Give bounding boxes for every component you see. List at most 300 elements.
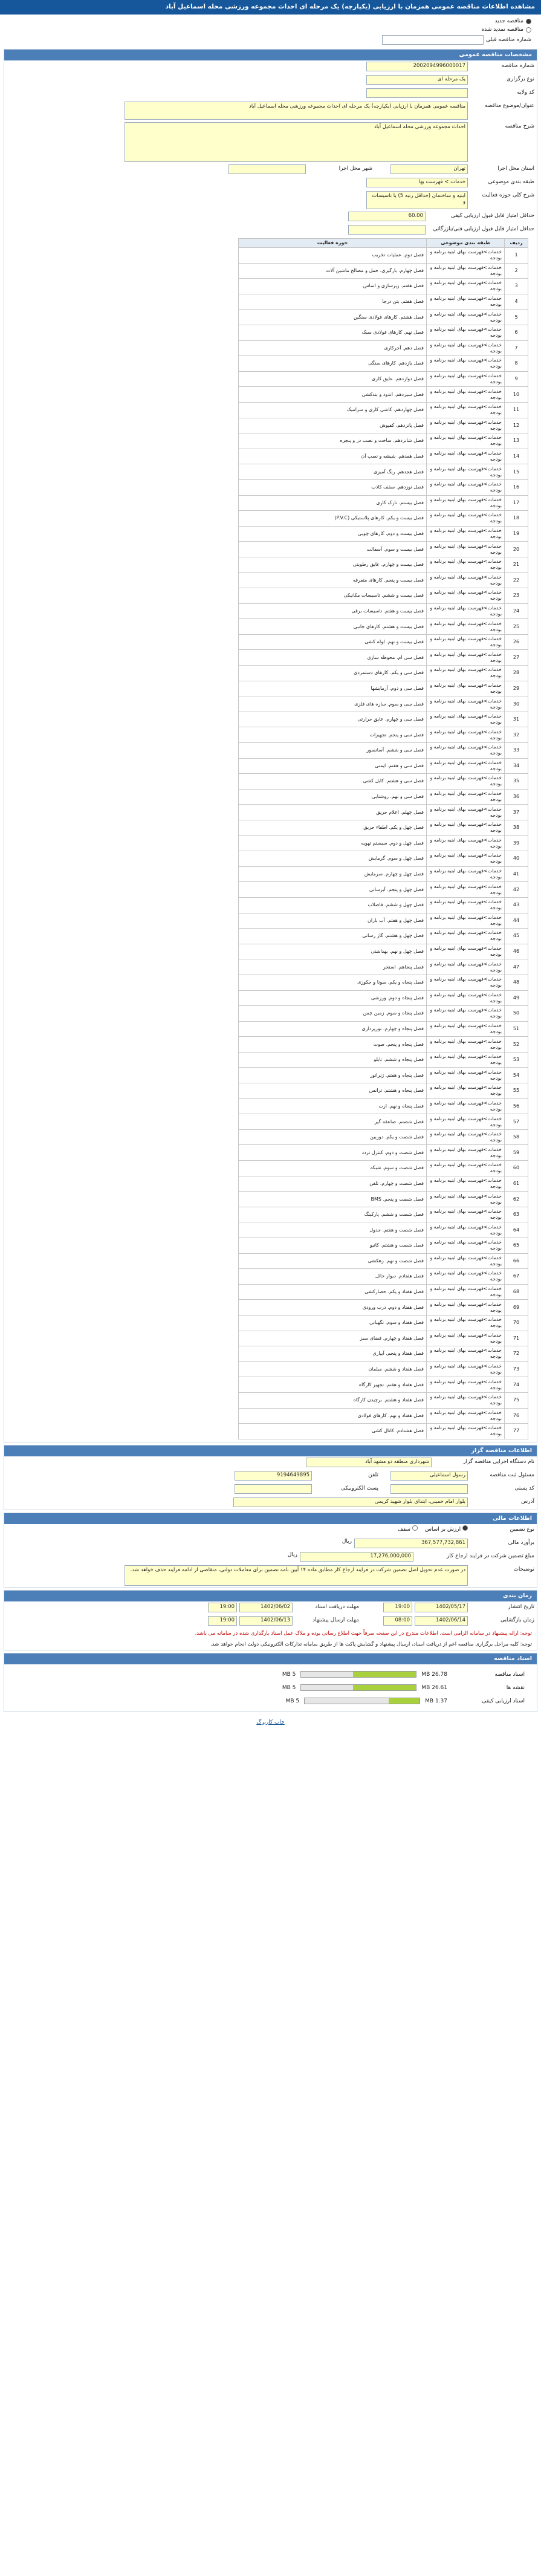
- general-section: [4, 49, 537, 1442]
- category-row: [239, 1392, 528, 1408]
- category-row: [239, 789, 528, 805]
- category-index: 23: [505, 588, 528, 604]
- category-row: [239, 511, 528, 527]
- category-index: 22: [505, 573, 528, 588]
- category-row: [239, 1222, 528, 1238]
- previous-number-field[interactable]: [382, 35, 484, 45]
- page-title: مشاهده اطلاعات مناقصه عمومی همزمان با ارزیابی (یکپارچه) یک مرحله ای احداث مجموعه ورزشی محله اسماعیل آباد: [0, 0, 541, 15]
- category-activity: فصل چهل و ششم. فاضلاب: [239, 897, 427, 913]
- type-field: یک مرحله ای: [366, 75, 468, 85]
- category-index: 75: [505, 1392, 528, 1408]
- category-group: خدمات>فهرست بهای ابنیه برنامه و بودجه: [427, 325, 505, 340]
- category-index: 66: [505, 1253, 528, 1269]
- file-row[interactable]: [16, 1695, 525, 1708]
- category-group: خدمات>فهرست بهای ابنیه برنامه و بودجه: [427, 634, 505, 650]
- radio-renewed[interactable]: مناقصه تمدید شده: [10, 25, 531, 34]
- col-category: طبقه بندی موضوعی: [427, 239, 505, 248]
- category-group: خدمات>فهرست بهای ابنیه برنامه و بودجه: [427, 1052, 505, 1068]
- category-row: [239, 959, 528, 975]
- org-name-field: شهرداری منطقه دو مشهد آباد: [306, 1458, 432, 1467]
- category-group: خدمات>فهرست بهای ابنیه برنامه و بودجه: [427, 975, 505, 990]
- category-index: 6: [505, 325, 528, 340]
- category-activity: فصل سی و سوم. سازه های فلزی: [239, 696, 427, 712]
- category-group: خدمات>فهرست بهای ابنیه برنامه و بودجه: [427, 1006, 505, 1022]
- category-index: 56: [505, 1098, 528, 1114]
- tender-number-label: شماره مناقصه: [501, 63, 534, 69]
- category-activity: فصل نوزدهم. سقف کاذب: [239, 479, 427, 495]
- category-row: [239, 1083, 528, 1099]
- min-tech-field: [348, 225, 426, 235]
- category-group: خدمات>فهرست بهای ابنیه برنامه و بودجه: [427, 805, 505, 820]
- category-activity: فصل بیست و دوم. کارهای چوبی: [239, 526, 427, 542]
- category-group: خدمات>فهرست بهای ابنیه برنامه و بودجه: [427, 1238, 505, 1254]
- category-index: 15: [505, 464, 528, 480]
- category-row: [239, 356, 528, 372]
- category-activity: فصل سیزدهم. اندود و بندکشی: [239, 387, 427, 403]
- category-row: [239, 820, 528, 835]
- notice-2: توجه: کلیه مراحل برگزاری مناقصه اعم از دریافت اسناد، ارسال پیشنهاد و گشایش پاکت ها از طریق سامانه تدارکات الکترونیکی دولت انجام خواهد شد.: [210, 1641, 532, 1647]
- notice-1: توجه: ارائه پیشنهاد در سامانه الزامی است. اطلاعات مندرج در این صفحه صرفاً جهت اطلاع رسانی بوده و ملاک عمل اسناد بارگذاری شده در سامانه می باشد.: [195, 1630, 532, 1637]
- category-index: 69: [505, 1300, 528, 1316]
- category-index: 72: [505, 1346, 528, 1362]
- category-activity: فصل دهم. آجرکاری: [239, 340, 427, 356]
- category-group: خدمات>فهرست بهای ابنیه برنامه و بودجه: [427, 464, 505, 480]
- address-field: بلوار امام خمینی، ابتدای بلوار شهید کریمی: [233, 1497, 468, 1507]
- category-activity: فصل دوازدهم. عایق کاری: [239, 371, 427, 387]
- category-group: خدمات>فهرست بهای ابنیه برنامه و بودجه: [427, 727, 505, 743]
- category-activity: فصل بیست و هفتم. تاسیسات برقی: [239, 603, 427, 619]
- files-section-header: اسناد مناقصه: [4, 1653, 537, 1664]
- file-max-size: 5 MB: [282, 1671, 296, 1678]
- category-index: 16: [505, 479, 528, 495]
- category-index: 10: [505, 387, 528, 403]
- category-group: خدمات>فهرست بهای ابنیه برنامه و بودجه: [427, 851, 505, 867]
- postal-code-field: [390, 1484, 468, 1494]
- category-group: خدمات>فهرست بهای ابنیه برنامه و بودجه: [427, 387, 505, 403]
- doc-code-label: کد ولایه: [517, 89, 534, 96]
- city-field: [228, 164, 306, 174]
- category-activity: فصل چهلم. اعلام حریق: [239, 805, 427, 820]
- category-group: خدمات>فهرست بهای ابنیه برنامه و بودجه: [427, 1114, 505, 1130]
- category-activity: فصل بیست و پنجم. کارهای متفرقه: [239, 573, 427, 588]
- category-group: خدمات>فهرست بهای ابنیه برنامه و بودجه: [427, 1192, 505, 1207]
- category-row: [239, 418, 528, 433]
- category-index: 60: [505, 1161, 528, 1176]
- radio-new[interactable]: مناقصه جدید: [10, 17, 531, 25]
- category-group: خدمات>فهرست بهای ابنیه برنامه و بودجه: [427, 897, 505, 913]
- category-group: خدمات>فهرست بهای ابنیه برنامه و بودجه: [427, 1098, 505, 1114]
- category-activity: فصل هفتم. زیرسازی و اساس: [239, 279, 427, 294]
- category-row: [239, 1408, 528, 1424]
- category-row: [239, 588, 528, 604]
- radio-dot-icon: [526, 27, 531, 33]
- category-row: [239, 479, 528, 495]
- category-row: [239, 449, 528, 464]
- category-index: 33: [505, 743, 528, 759]
- min-tech-label: حداقل امتیاز قابل قبول ارزیابی فنی/بازرگانی: [433, 226, 534, 232]
- open-label: زمان بازگشایی: [500, 1617, 534, 1623]
- category-group: خدمات>فهرست بهای ابنیه برنامه و بودجه: [427, 495, 505, 511]
- category-row: [239, 990, 528, 1006]
- category-group: خدمات>فهرست بهای ابنیه برنامه و بودجه: [427, 990, 505, 1006]
- category-group: خدمات>فهرست بهای ابنیه برنامه و بودجه: [427, 1037, 505, 1053]
- category-activity: فصل چهاردهم. کاشی کاری و سرامیک: [239, 402, 427, 418]
- category-index: 21: [505, 557, 528, 573]
- category-group: خدمات>فهرست بهای ابنیه برنامه و بودجه: [427, 944, 505, 959]
- category-activity: فصل هجدهم. رنگ آمیزی: [239, 464, 427, 480]
- file-size-fill: [389, 1698, 420, 1704]
- category-row: [239, 1207, 528, 1222]
- category-index: 28: [505, 666, 528, 681]
- category-row: [239, 1346, 528, 1362]
- category-group: خدمات>فهرست بهای ابنیه برنامه و بودجه: [427, 1176, 505, 1192]
- category-index: 12: [505, 418, 528, 433]
- category-index: 1: [505, 248, 528, 264]
- category-row: [239, 835, 528, 851]
- category-row: [239, 340, 528, 356]
- category-index: 35: [505, 774, 528, 790]
- category-activity: فصل دوم. عملیات تخریب: [239, 248, 427, 264]
- file-max-size: 5 MB: [282, 1684, 296, 1691]
- category-group: خدمات>فهرست بهای ابنیه برنامه و بودجه: [427, 573, 505, 588]
- file-row[interactable]: [16, 1668, 525, 1681]
- category-index: 18: [505, 511, 528, 527]
- category-activity: فصل بیست و هشتم. کارهای جانبی: [239, 619, 427, 635]
- category-group: خدمات>فهرست بهای ابنیه برنامه و بودجه: [427, 356, 505, 372]
- category-row: [239, 325, 528, 340]
- category-activity: فصل شانزدهم. ساخت و نصب در و پنجره: [239, 433, 427, 449]
- category-index: 8: [505, 356, 528, 372]
- category-group: خدمات>فهرست بهای ابنیه برنامه و بودجه: [427, 279, 505, 294]
- category-row: [239, 1145, 528, 1161]
- category-group: خدمات>فهرست بهای ابنیه برنامه و بودجه: [427, 588, 505, 604]
- category-index: 5: [505, 310, 528, 325]
- category-activity: فصل یازدهم. کارهای سنگی: [239, 356, 427, 372]
- tender-number-field: 2002094996000017: [366, 62, 468, 71]
- category-activity: فصل بیست و سوم. آسفالت: [239, 542, 427, 557]
- category-activity: فصل هفتاد و هفتم. تجهیز کارگاه: [239, 1377, 427, 1393]
- file-size-bar: [300, 1684, 416, 1691]
- category-row: [239, 248, 528, 264]
- estimate-label: برآورد مالی: [508, 1539, 534, 1546]
- category-table: [238, 238, 528, 1439]
- category-index: 30: [505, 696, 528, 712]
- category-group: خدمات>فهرست بهای ابنیه برنامه و بودجه: [427, 650, 505, 666]
- category-row: [239, 929, 528, 944]
- category-activity: فصل چهل و هفتم. آب باران: [239, 913, 427, 929]
- category-group: خدمات>فهرست بهای ابنیه برنامه و بودجه: [427, 1207, 505, 1222]
- category-index: 38: [505, 820, 528, 835]
- category-group: خدمات>فهرست بهای ابنیه برنامه و بودجه: [427, 310, 505, 325]
- category-index: 19: [505, 526, 528, 542]
- category-index: 2: [505, 263, 528, 279]
- category-index: 53: [505, 1052, 528, 1068]
- category-activity: فصل پنجاهم. استخر: [239, 959, 427, 975]
- category-index: 77: [505, 1424, 528, 1439]
- category-group: خدمات>فهرست بهای ابنیه برنامه و بودجه: [427, 835, 505, 851]
- category-group: خدمات>فهرست بهای ابنیه برنامه و بودجه: [427, 789, 505, 805]
- file-size-fill: [353, 1685, 416, 1690]
- city-label: شهر محل اجرا: [339, 166, 372, 172]
- category-index: 26: [505, 634, 528, 650]
- category-activity: فصل چهل و سوم. گرمایش: [239, 851, 427, 867]
- category-index: 41: [505, 866, 528, 882]
- category-row: [239, 433, 528, 449]
- category-group: خدمات>فهرست بهای ابنیه برنامه و بودجه: [427, 371, 505, 387]
- category-group: خدمات>فهرست بهای ابنیه برنامه و بودجه: [427, 433, 505, 449]
- type-option-1[interactable]: ارزش بر اساس: [425, 1525, 468, 1533]
- category-row: [239, 1129, 528, 1145]
- guarantee-note: در صورت عدم تحویل اصل تضمین شرکت در فرایند ارجاع کار مطابق ماده ۱۴ آیین نامه تضمین برای معاملات دولتی، متقاضی از ادامه فرایند حذف خواهد شد.: [125, 1565, 468, 1586]
- category-activity: فصل شصت و دوم. کنترل تردد: [239, 1145, 427, 1161]
- category-index: 40: [505, 851, 528, 867]
- email-label: پست الکترونیکی: [340, 1485, 378, 1491]
- category-activity: فصل هفتاد و چهارم. فضای سبز: [239, 1331, 427, 1346]
- category-index: 73: [505, 1361, 528, 1377]
- activity-desc-label: شرح کلی حوزه فعالیت: [482, 192, 534, 198]
- category-row: [239, 387, 528, 403]
- org-name-label: نام دستگاه اجرایی مناقصه گزار: [463, 1458, 534, 1465]
- guarantee-field: 17,276,000,000: [300, 1552, 413, 1562]
- email-field: [235, 1484, 312, 1494]
- category-row: [239, 371, 528, 387]
- category-activity: فصل چهل و پنجم. آبرسانی: [239, 882, 427, 898]
- category-activity: فصل شصت و هشتم. کانیو: [239, 1238, 427, 1254]
- category-activity: فصل پنجاه و ششم. تابلو: [239, 1052, 427, 1068]
- files-section: [4, 1653, 537, 1712]
- category-index: 68: [505, 1284, 528, 1300]
- category-index: 20: [505, 542, 528, 557]
- category-row: [239, 619, 528, 635]
- currency-label: ریال: [342, 1538, 352, 1545]
- category-index: 9: [505, 371, 528, 387]
- category-activity: فصل پنجاه و هفتم. ژنراتور: [239, 1068, 427, 1083]
- category-activity: فصل پنجاه و سوم. زمین چمن: [239, 1006, 427, 1022]
- category-activity: فصل سی ام. محوطه سازی: [239, 650, 427, 666]
- category-row: [239, 1269, 528, 1285]
- offer-deadline-date: 1402/06/13: [239, 1616, 293, 1626]
- category-group: خدمات>فهرست بهای ابنیه برنامه و بودجه: [427, 913, 505, 929]
- min-score-label: حداقل امتیاز قابل قبول ارزیابی کیفی: [450, 213, 534, 219]
- category-row: [239, 882, 528, 898]
- category-index: 4: [505, 294, 528, 310]
- category-activity: فصل سی و چهارم. عایق حرارتی: [239, 712, 427, 727]
- category-index: 51: [505, 1021, 528, 1037]
- category-group: خدمات>فهرست بهای ابنیه برنامه و بودجه: [427, 511, 505, 527]
- category-group: خدمات>فهرست بهای ابنیه برنامه و بودجه: [427, 1346, 505, 1362]
- category-row: [239, 1021, 528, 1037]
- category-row: [239, 851, 528, 867]
- category-activity: فصل شصتم. صاعقه گیر: [239, 1114, 427, 1130]
- category-label: طبقه بندی موضوعی: [488, 179, 534, 185]
- category-activity: فصل شصت و یکم. دوربین: [239, 1129, 427, 1145]
- category-activity: فصل هفتاد و دوم. درب ورودی: [239, 1300, 427, 1316]
- category-row: [239, 1377, 528, 1393]
- category-row: [239, 805, 528, 820]
- category-index: 3: [505, 279, 528, 294]
- category-activity: فصل شصت و هفتم. جدول: [239, 1222, 427, 1238]
- category-activity: فصل چهل و نهم. بهداشتی: [239, 944, 427, 959]
- category-group: خدمات>فهرست بهای ابنیه برنامه و بودجه: [427, 1269, 505, 1285]
- file-size-bar: [300, 1671, 416, 1678]
- category-row: [239, 634, 528, 650]
- category-index: 13: [505, 433, 528, 449]
- description-label: شرح مناقصه: [505, 123, 534, 129]
- finance-section: [4, 1513, 537, 1588]
- category-index: 67: [505, 1269, 528, 1285]
- category-activity: فصل پنجاه و چهارم. نورپردازی: [239, 1021, 427, 1037]
- category-group: خدمات>فهرست بهای ابنیه برنامه و بودجه: [427, 1392, 505, 1408]
- category-row: [239, 1424, 528, 1439]
- col-activity: حوزه فعالیت: [239, 239, 427, 248]
- category-group: خدمات>فهرست بهای ابنیه برنامه و بودجه: [427, 1361, 505, 1377]
- open-time: 08:00: [383, 1616, 412, 1626]
- category-row: [239, 573, 528, 588]
- category-index: 58: [505, 1129, 528, 1145]
- category-index: 46: [505, 944, 528, 959]
- doc-deadline-date: 1402/06/02: [239, 1603, 293, 1612]
- publish-date: 1402/05/17: [415, 1603, 468, 1612]
- category-row: [239, 650, 528, 666]
- category-activity: فصل پنجاه و دوم. ورزشی: [239, 990, 427, 1006]
- category-index: 57: [505, 1114, 528, 1130]
- category-group: خدمات>فهرست بهای ابنیه برنامه و بودجه: [427, 1068, 505, 1083]
- category-row: [239, 1331, 528, 1346]
- general-section-header: مشخصات مناقصه عمومی: [4, 50, 537, 60]
- category-activity: فصل هفتاد و ششم. مبلمان: [239, 1361, 427, 1377]
- print-link[interactable]: چاپ کاربرگ: [256, 1719, 285, 1725]
- category-index: 32: [505, 727, 528, 743]
- category-activity: فصل سی و دوم. آزمایشها: [239, 681, 427, 696]
- category-row: [239, 495, 528, 511]
- category-activity: فصل چهل و هشتم. گاز رسانی: [239, 929, 427, 944]
- category-row: [239, 603, 528, 619]
- category-row: [239, 944, 528, 959]
- category-activity: فصل پنجاه و پنجم. صوت: [239, 1037, 427, 1053]
- category-group: خدمات>فهرست بهای ابنیه برنامه و بودجه: [427, 959, 505, 975]
- category-group: خدمات>فهرست بهای ابنیه برنامه و بودجه: [427, 1424, 505, 1439]
- col-index: ردیف: [505, 239, 528, 248]
- category-group: خدمات>فهرست بهای ابنیه برنامه و بودجه: [427, 820, 505, 835]
- file-row[interactable]: [16, 1681, 525, 1695]
- category-index: 65: [505, 1238, 528, 1254]
- file-size: 1.37 MB: [425, 1698, 447, 1704]
- time-section: [4, 1590, 537, 1650]
- category-row: [239, 1315, 528, 1331]
- category-activity: فصل هفدهم. شیشه و نصب آن: [239, 449, 427, 464]
- category-index: 64: [505, 1222, 528, 1238]
- category-group: خدمات>فهرست بهای ابنیه برنامه و بودجه: [427, 743, 505, 759]
- category-row: [239, 681, 528, 696]
- category-row: [239, 1284, 528, 1300]
- contact-field: رسول اسماعیلی: [390, 1471, 468, 1481]
- subject-label: عنوان/موضوع مناقصه: [484, 103, 534, 109]
- category-group: خدمات>فهرست بهای ابنیه برنامه و بودجه: [427, 1222, 505, 1238]
- category-index: 44: [505, 913, 528, 929]
- category-row: [239, 1098, 528, 1114]
- category-activity: فصل هفتاد و یکم. حصارکشی: [239, 1284, 427, 1300]
- type-option-2[interactable]: سقف: [398, 1525, 418, 1533]
- category-group: خدمات>فهرست بهای ابنیه برنامه و بودجه: [427, 248, 505, 264]
- category-row: [239, 1006, 528, 1022]
- category-row: [239, 263, 528, 279]
- category-group: خدمات>فهرست بهای ابنیه برنامه و بودجه: [427, 696, 505, 712]
- category-row: [239, 1361, 528, 1377]
- province-label: استان محل اجرا: [497, 166, 534, 172]
- category-row: [239, 743, 528, 759]
- file-name: اسناد ارزیابی کیفی: [482, 1698, 525, 1704]
- finance-desc-label: توضیحات: [513, 1566, 534, 1572]
- category-group: خدمات>فهرست بهای ابنیه برنامه و بودجه: [427, 402, 505, 418]
- offer-deadline-time: 19:00: [208, 1616, 237, 1626]
- category-row: [239, 1161, 528, 1176]
- province-field: تهران: [390, 164, 468, 174]
- category-group: خدمات>فهرست بهای ابنیه برنامه و بودجه: [427, 1377, 505, 1393]
- category-activity: فصل بیست و نهم. لوله کشی: [239, 634, 427, 650]
- category-index: 36: [505, 789, 528, 805]
- category-activity: فصل نهم. کارهای فولادی سبک: [239, 325, 427, 340]
- radio-dot-icon: [526, 19, 531, 24]
- category-group: خدمات>فهرست بهای ابنیه برنامه و بودجه: [427, 866, 505, 882]
- category-row: [239, 1238, 528, 1254]
- category-group: خدمات>فهرست بهای ابنیه برنامه و بودجه: [427, 263, 505, 279]
- category-activity: فصل پنجاه و نهم. ارت: [239, 1098, 427, 1114]
- category-activity: فصل هفتاد و نهم. کارهای فولادی: [239, 1408, 427, 1424]
- category-index: 52: [505, 1037, 528, 1053]
- category-activity: فصل هشتم. کارهای فولادی سنگین: [239, 310, 427, 325]
- offer-deadline-label: مهلت ارسال پیشنهاد: [312, 1617, 359, 1623]
- category-activity: فصل هفتادم. دیوار حائل: [239, 1269, 427, 1285]
- category-row: [239, 975, 528, 990]
- category-group: خدمات>فهرست بهای ابنیه برنامه و بودجه: [427, 774, 505, 790]
- category-activity: فصل شصت و ششم. پارکینگ: [239, 1207, 427, 1222]
- publish-time: 19:00: [383, 1603, 412, 1612]
- address-label: آدرس: [521, 1498, 534, 1505]
- category-index: 43: [505, 897, 528, 913]
- category-row: [239, 464, 528, 480]
- phone-label: تلفن: [368, 1471, 378, 1478]
- category-group: خدمات>فهرست بهای ابنیه برنامه و بودجه: [427, 340, 505, 356]
- type-label: نوع برگزاری: [507, 76, 534, 82]
- category-row: [239, 758, 528, 774]
- category-activity: فصل پنجاه و یکم. سونا و جکوزی: [239, 975, 427, 990]
- category-index: 70: [505, 1315, 528, 1331]
- activity-desc-field: ابنیه و ساختمان (حداقل رتبه 5) یا تاسیسات و: [366, 191, 468, 209]
- category-row: [239, 402, 528, 418]
- category-activity: فصل چهارم. بارگیری، حمل و مصالح ماشین آلات: [239, 263, 427, 279]
- category-index: 11: [505, 402, 528, 418]
- estimate-field: 367,577,732,861: [354, 1539, 468, 1548]
- category-row: [239, 1052, 528, 1068]
- category-row: [239, 1114, 528, 1130]
- category-row: [239, 1068, 528, 1083]
- phone-field: 9194649895: [235, 1471, 312, 1481]
- category-activity: فصل شصت و سوم. شبکه: [239, 1161, 427, 1176]
- category-activity: فصل هفتاد و هشتم. برچیدن کارگاه: [239, 1392, 427, 1408]
- category-index: 39: [505, 835, 528, 851]
- currency-label-2: ریال: [287, 1551, 297, 1558]
- min-score-field: 60.00: [348, 212, 426, 221]
- finance-section-header: اطلاعات مالی: [4, 1513, 537, 1524]
- time-section-header: زمان بندی: [4, 1591, 537, 1601]
- tender-type-radios: [0, 15, 541, 47]
- category-activity: فصل بیستم. نازک کاری: [239, 495, 427, 511]
- category-group: خدمات>فهرست بهای ابنیه برنامه و بودجه: [427, 294, 505, 310]
- category-group: خدمات>فهرست بهای ابنیه برنامه و بودجه: [427, 479, 505, 495]
- category-index: 45: [505, 929, 528, 944]
- category-activity: فصل پنجاه و هشتم. ترانس: [239, 1083, 427, 1099]
- category-group: خدمات>فهرست بهای ابنیه برنامه و بودجه: [427, 929, 505, 944]
